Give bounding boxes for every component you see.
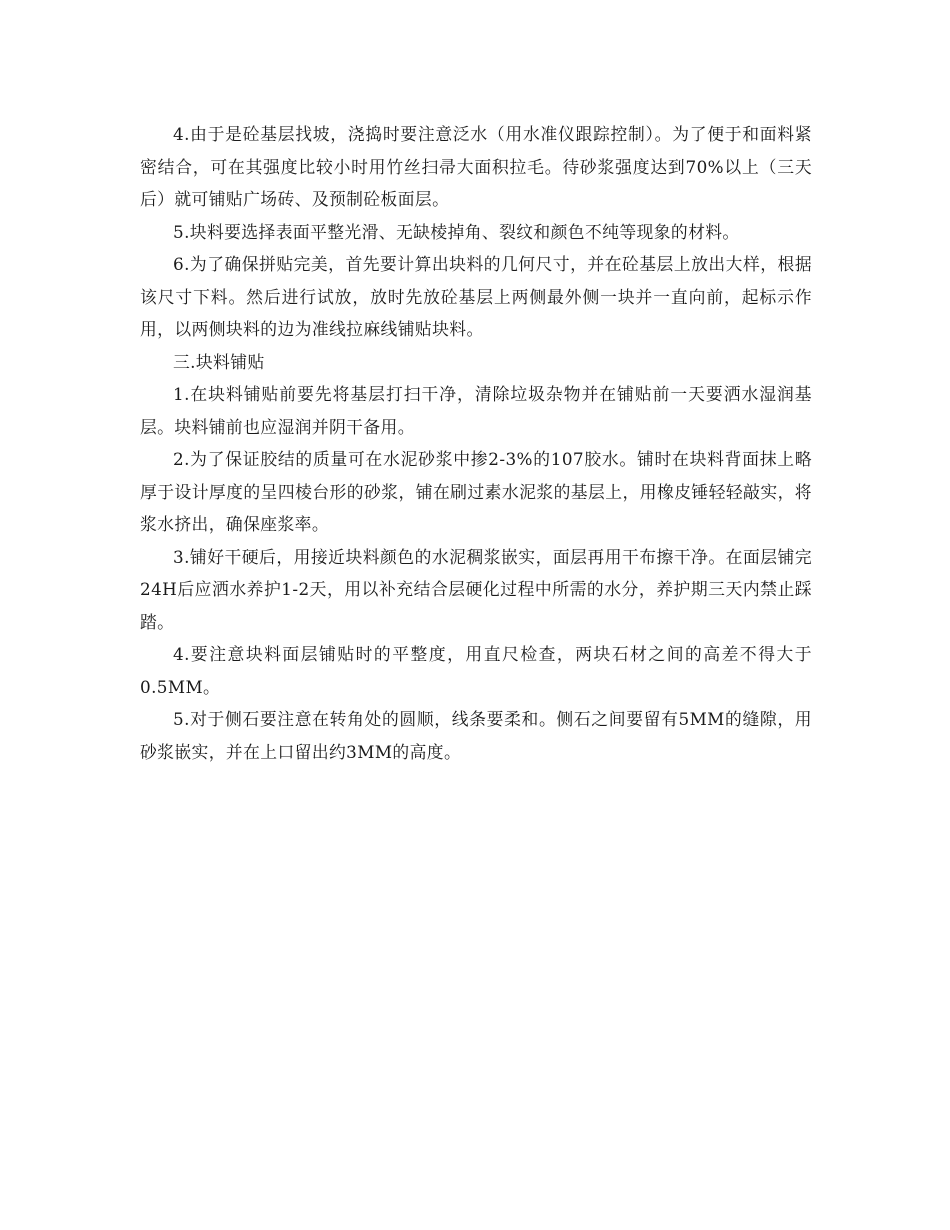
section-heading: 三.块料铺贴 bbox=[173, 351, 265, 372]
paragraph-6: 6.为了确保拼贴完美，首先要计算出块料的几何尺寸，并在砼基层上放出大样，根据该尺寸下料。然后进行试放，放时先放砼基层上两侧最外侧一块并一直向前，起标示作用，以两侧块料的边为准线拉麻线铺贴块料。 bbox=[140, 254, 812, 339]
document-page bbox=[140, 118, 812, 768]
section-paragraph-2: 2.为了保证胶结的质量可在水泥砂浆中掺2-3%的107胶水。铺时在块料背面抹上略厚于设计厚度的呈四棱台形的砂浆，铺在刷过素水泥浆的基层上，用橡皮锤轻轻敲实，将浆水挤出，确保座浆率。 bbox=[140, 449, 812, 534]
section-paragraph-5: 5.对于侧石要注意在转角处的圆顺，线条要柔和。侧石之间要留有5MM的缝隙，用砂浆嵌实，并在上口留出约3MM的高度。 bbox=[140, 709, 812, 762]
section-paragraph-3: 3.铺好干硬后，用接近块料颜色的水泥稠浆嵌实，面层再用干布擦干净。在面层铺完24H后应洒水养护1-2天，用以补充结合层硬化过程中所需的水分，养护期三天内禁止踩踏。 bbox=[140, 546, 812, 632]
paragraph-4: 4.由于是砼基层找坡，浇捣时要注意泛水（用水准仪跟踪控制）。为了便于和面料紧密结合，可在其强度比较小时用竹丝扫帚大面积拉毛。待砂浆强度达到70%以上（三天后）就可铺贴广场砖、及预制砼板面层。 bbox=[140, 124, 812, 209]
section-paragraph-4: 4.要注意块料面层铺贴时的平整度，用直尺检查，两块石材之间的高差不得大于0.5MM。 bbox=[140, 644, 812, 697]
section-paragraph-1: 1.在块料铺贴前要先将基层打扫干净，清除垃圾杂物并在铺贴前一天要洒水湿润基层。块料铺前也应湿润并阴干备用。 bbox=[140, 384, 812, 437]
paragraph-5: 5.块料要选择表面平整光滑、无缺棱掉角、裂纹和颜色不纯等现象的材料。 bbox=[173, 221, 740, 242]
